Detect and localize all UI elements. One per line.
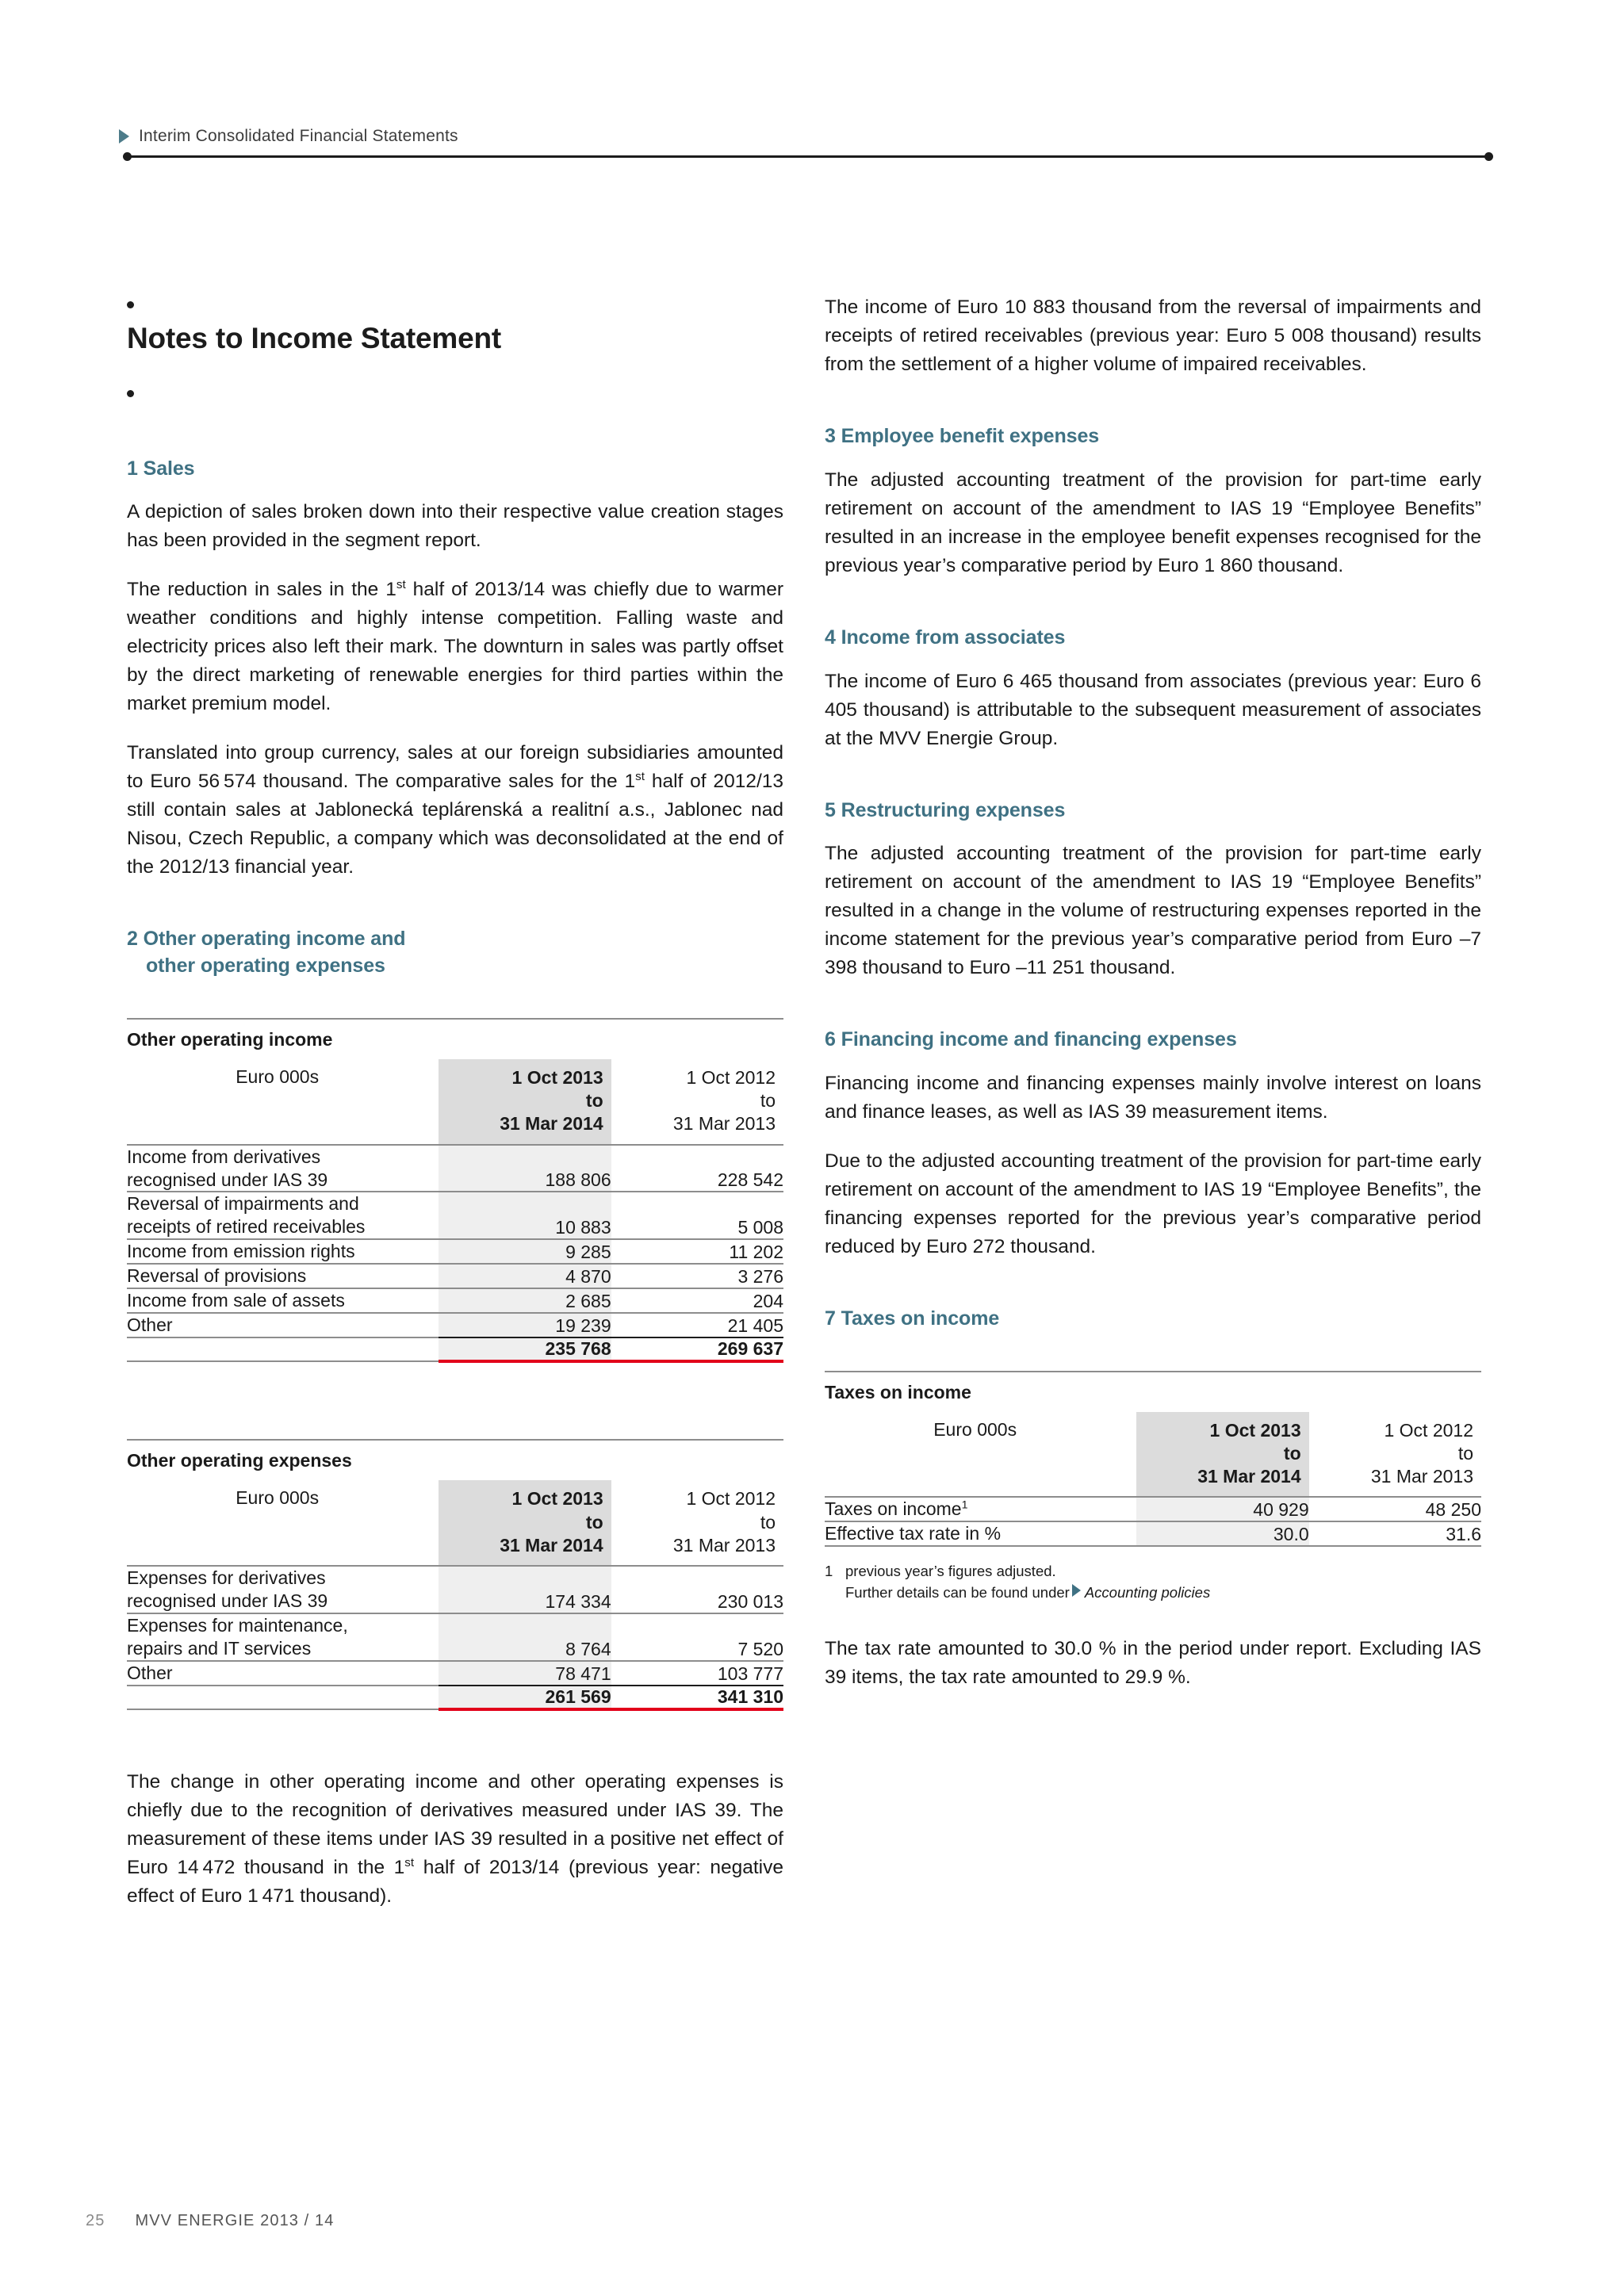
page-title: Notes to Income Statement <box>127 322 501 354</box>
total-label <box>127 1686 439 1709</box>
heading-section-5: 5 Restructuring expenses <box>825 798 1066 821</box>
row-label: Income from derivatives recognised under IAS 39 <box>127 1145 439 1192</box>
paragraph-other-operating-closing: The change in other operating income and other operating expenses is chiefly due to the recognition of derivatives measured under IAS 39. The measurement of these items under IAS 39 resulted in a positive net effect of Euro 14 472 thousand in the 1st half of 2013/14 (previous year: negative effect of Euro 1 471 thousand). <box>127 1770 783 1907</box>
row-value-current: 4 870 <box>439 1264 611 1288</box>
row-value-current: 9 285 <box>439 1239 611 1264</box>
row-value-previous: 11 202 <box>611 1239 783 1264</box>
column-header-current: 1 Oct 2013 to 31 Mar 2014 <box>1136 1412 1308 1498</box>
right-column <box>825 293 1481 1692</box>
table <box>127 1059 783 1363</box>
column-header-unit: Euro 000s <box>825 1412 1136 1498</box>
heading-section-3: 3 Employee benefit expenses <box>825 425 1100 447</box>
column-header-previous: 1 Oct 2012 to 31 Mar 2013 <box>611 1480 783 1566</box>
row-value-previous: 31.6 <box>1309 1521 1481 1546</box>
triangle-right-icon <box>1072 1584 1081 1597</box>
table-taxes-on-income <box>825 1371 1481 1603</box>
table-row <box>127 1239 783 1264</box>
page-footer <box>86 2212 334 2230</box>
paragraph-sales-1: A depiction of sales broken down into their respective value creation stages has been provided in the segment report. <box>127 501 783 552</box>
total-value-current: 235 768 <box>439 1337 611 1361</box>
running-header-label: Interim Consolidated Financial Statements <box>139 127 458 145</box>
page-number: 25 <box>86 2212 105 2229</box>
table-header-row <box>825 1412 1481 1498</box>
total-value-previous: 341 310 <box>611 1686 783 1709</box>
paragraph-financing-2: Due to the adjusted accounting treatment of the provision for part-time early retirement on account of the amendment to IAS 19 “Employee Benefits”, the financing expenses reported for the previous year’s comparative period reduced by Euro 272 thousand. <box>825 1150 1481 1257</box>
row-value-current: 78 471 <box>439 1661 611 1686</box>
table-row <box>127 1288 783 1313</box>
table-footnote <box>825 1547 1481 1603</box>
paragraph-income-from-associates: The income of Euro 6 465 thousand from associates (previous year: Euro 6 405 thousand) is attributable to the subsequent measurement of associates at the MVV Energie Group. <box>825 670 1481 749</box>
row-label: Income from sale of assets <box>127 1288 439 1313</box>
heading-section-2-line1: 2 Other operating income and <box>127 928 406 951</box>
running-header <box>119 127 458 146</box>
row-value-current: 10 883 <box>439 1192 611 1239</box>
table <box>127 1480 783 1710</box>
row-label: Reversal of provisions <box>127 1264 439 1288</box>
header-rule <box>127 155 1489 158</box>
row-label: Other <box>127 1661 439 1686</box>
table-row <box>127 1566 783 1613</box>
paragraph-intro-impairments: The income of Euro 10 883 thousand from the reversal of impairments and receipts of retired receivables (previous year: Euro 5 008 thousand) results from the settlement of a higher volume of impaired receivables. <box>825 297 1481 375</box>
table-total-row <box>127 1337 783 1361</box>
row-value-previous: 3 276 <box>611 1264 783 1288</box>
paragraph-sales-2: The reduction in sales in the 1st half of 2013/14 was chiefly due to warmer weather conditions and highly intense competition. Falling waste and electricity prices also left their mark. The downturn in sales was partly offset by the direct marketing of renewable energies for third parties within the market premium model. <box>127 578 783 715</box>
table-row <box>127 1192 783 1239</box>
footnote-link[interactable]: Accounting policies <box>1084 1583 1211 1601</box>
total-label <box>127 1337 439 1361</box>
table-row <box>127 1613 783 1661</box>
row-value-current: 19 239 <box>439 1313 611 1337</box>
heading-section-4: 4 Income from associates <box>825 626 1066 649</box>
paragraph-tax-rate-closing: The tax rate amounted to 30.0 % in the period under report. Excluding IAS 39 items, the tax rate amounted to 29.9 %. <box>825 1637 1481 1688</box>
row-value-previous: 5 008 <box>611 1192 783 1239</box>
column-header-current: 1 Oct 2013 to 31 Mar 2014 <box>439 1059 611 1145</box>
table-other-operating-expenses <box>127 1439 783 1710</box>
row-value-previous: 103 777 <box>611 1661 783 1686</box>
table-other-operating-income <box>127 1018 783 1363</box>
table-header-row <box>127 1480 783 1566</box>
left-column <box>127 293 783 1911</box>
heading-section-7: 7 Taxes on income <box>825 1307 1000 1330</box>
row-label: Reversal of impairments and receipts of retired receivables <box>127 1192 439 1239</box>
table-row <box>127 1661 783 1686</box>
row-value-previous: 230 013 <box>611 1566 783 1613</box>
row-value-previous: 21 405 <box>611 1313 783 1337</box>
column-header-current: 1 Oct 2013 to 31 Mar 2014 <box>439 1480 611 1566</box>
row-value-current: 174 334 <box>439 1566 611 1613</box>
footnote-number: 1 <box>825 1563 833 1580</box>
decorative-dot-top <box>127 301 134 308</box>
table-row <box>825 1497 1481 1521</box>
total-value-current: 261 569 <box>439 1686 611 1709</box>
table-total-row <box>127 1686 783 1709</box>
row-value-previous: 7 520 <box>611 1613 783 1661</box>
table-caption: Other operating expenses <box>127 1450 352 1471</box>
total-value-previous: 269 637 <box>611 1337 783 1361</box>
footnote-marker: 1 <box>961 1498 968 1512</box>
row-label: Expenses for derivatives recognised under IAS 39 <box>127 1566 439 1613</box>
table-caption: Taxes on income <box>825 1381 971 1402</box>
row-label: Other <box>127 1313 439 1337</box>
table-row <box>127 1264 783 1288</box>
paragraph-employee-benefit-expenses: The adjusted accounting treatment of the provision for part-time early retirement on account of the amendment to IAS 19 “Employee Benefits” resulted in an increase in the employee benefit expenses recognised for the previous year’s comparative period by Euro 1 860 thousand. <box>825 469 1481 576</box>
decorative-dot-bottom <box>127 390 134 397</box>
footnote-line-2: Further details can be found under Accounting policies <box>845 1583 1211 1601</box>
paragraph-restructuring-expenses: The adjusted accounting treatment of the provision for part-time early retirement on account of the amendment to IAS 19 “Employee Benefits” resulted in a change in the volume of restructuring expenses reported in the income statement for the previous year’s comparative period from Euro –7 398 thousand to Euro –11 251 thousand. <box>825 843 1481 979</box>
row-value-current: 2 685 <box>439 1288 611 1313</box>
column-header-unit: Euro 000s <box>127 1480 439 1566</box>
row-value-previous: 228 542 <box>611 1145 783 1192</box>
table-row <box>127 1313 783 1337</box>
column-header-previous: 1 Oct 2012 to 31 Mar 2013 <box>1309 1412 1481 1498</box>
heading-section-2-line2: other operating expenses <box>146 955 385 978</box>
column-header-previous: 1 Oct 2012 to 31 Mar 2013 <box>611 1059 783 1145</box>
row-value-current: 40 929 <box>1136 1497 1308 1521</box>
table-row <box>825 1521 1481 1546</box>
footnote-line-1: previous year’s figures adjusted. <box>845 1563 1056 1580</box>
heading-section-2 <box>127 926 783 980</box>
heading-section-1: 1 Sales <box>127 457 195 480</box>
row-value-previous: 48 250 <box>1309 1497 1481 1521</box>
row-value-current: 188 806 <box>439 1145 611 1192</box>
triangle-right-icon <box>119 129 129 144</box>
heading-section-6: 6 Financing income and financing expenses <box>825 1028 1237 1051</box>
publication-label: MVV ENERGIE 2013 / 14 <box>135 2212 335 2229</box>
table <box>825 1412 1481 1548</box>
table-header-row <box>127 1059 783 1145</box>
row-value-current: 30.0 <box>1136 1521 1308 1546</box>
row-label: Taxes on income$^1$ <box>825 1497 1136 1521</box>
column-header-unit: Euro 000s <box>127 1059 439 1145</box>
row-value-previous: 204 <box>611 1288 783 1313</box>
row-value-current: 8 764 <box>439 1613 611 1661</box>
row-label: Effective tax rate in % <box>825 1521 1136 1546</box>
table-row <box>127 1145 783 1192</box>
paragraph-sales-3: Translated into group currency, sales at our foreign subsidiaries amounted to Euro 56 574 thousand. The comparative sales for the 1st half of 2012/13 still contain sales at Jablonecká teplárenská a realitní a.s., Jablonec nad Nisou, Czech Republic, a company which was deconsolidated at the end of the 2012/13 financial year. <box>127 742 783 878</box>
row-label: Expenses for maintenance, repairs and IT services <box>127 1613 439 1661</box>
row-label: Income from emission rights <box>127 1239 439 1264</box>
table-caption: Other operating income <box>127 1028 333 1050</box>
paragraph-financing-1: Financing income and financing expenses mainly involve interest on loans and finance leases, as well as IAS 39 measurement items. <box>825 1073 1481 1123</box>
